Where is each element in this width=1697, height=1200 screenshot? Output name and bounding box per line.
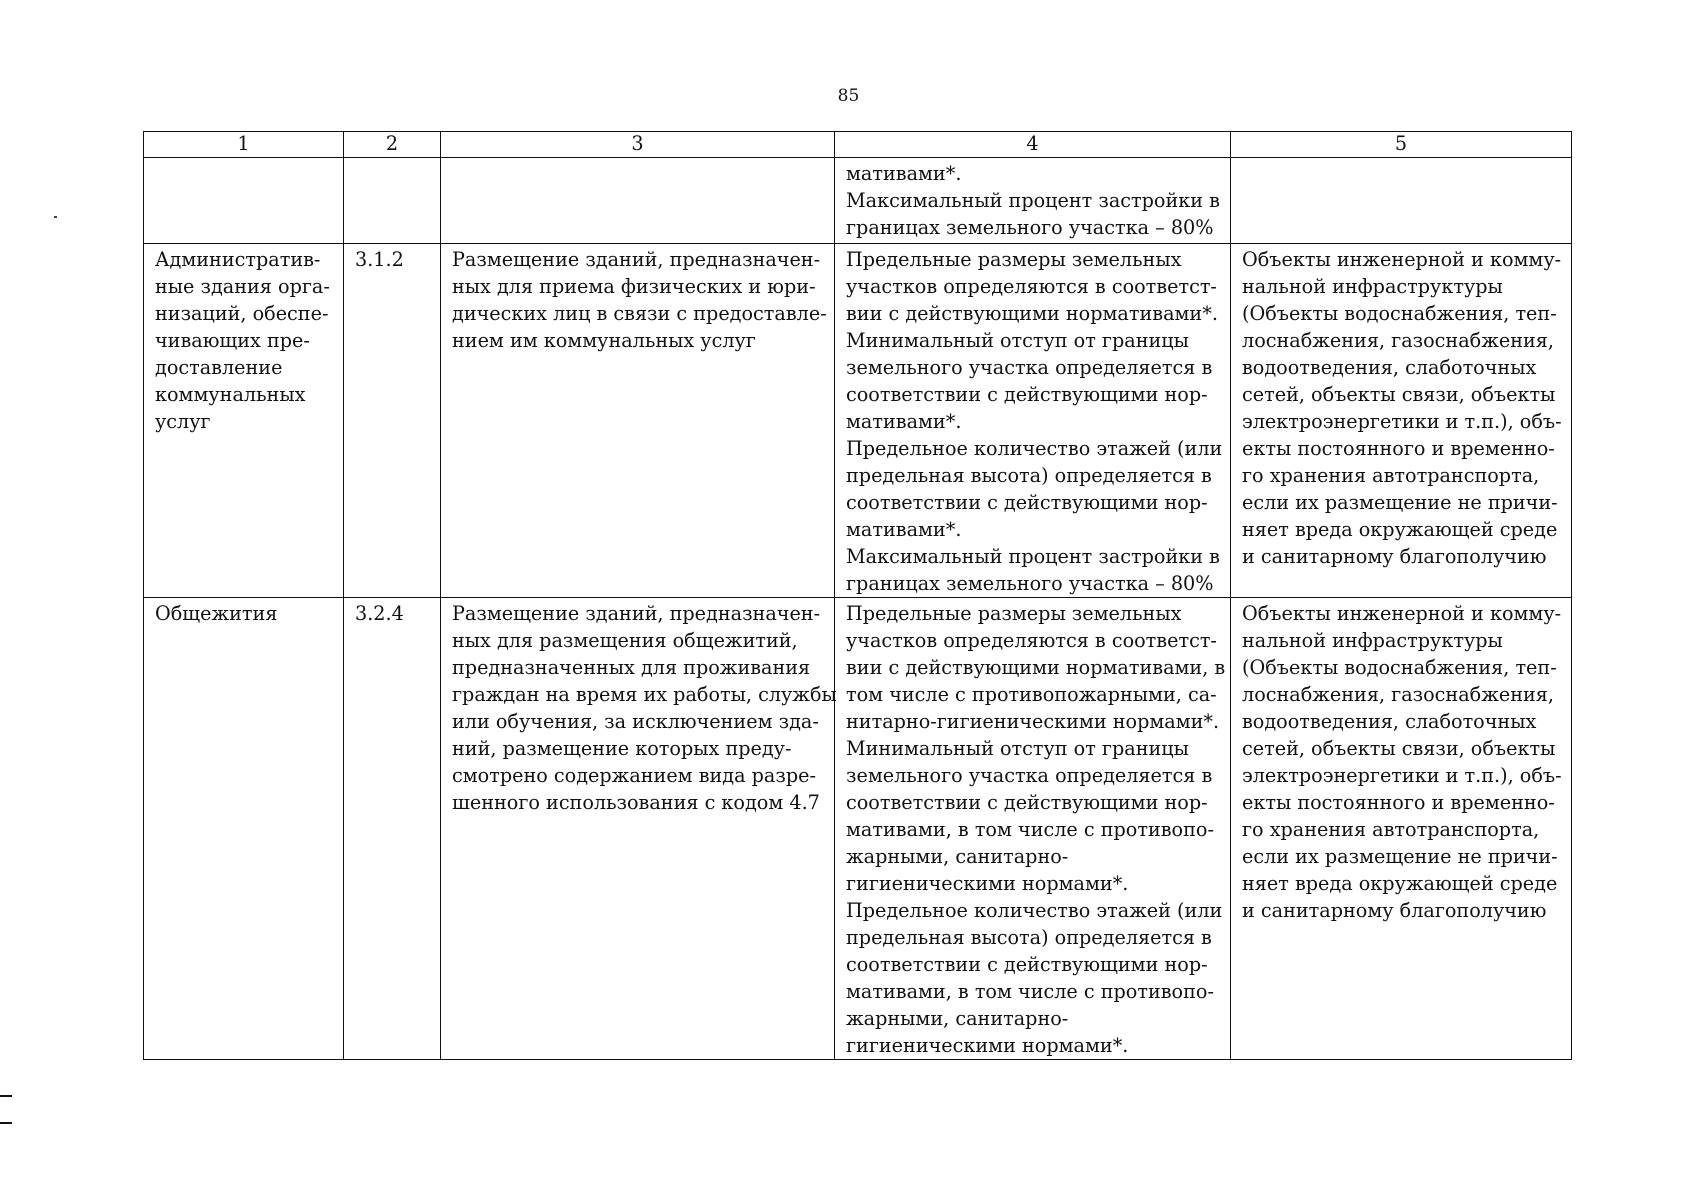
cell-text-line: предельная высота) определяется в	[846, 926, 1212, 949]
cell-text-line: смотрено содержанием вида разре-	[452, 764, 816, 787]
cell-text-line: нальной инфраструктуры	[1242, 629, 1503, 652]
cell-code	[344, 158, 441, 244]
cell-text-line: вии с действующими нормативами, в	[846, 656, 1226, 679]
cell-text-line: лоснабжения, газоснабжения,	[1242, 329, 1554, 352]
cell-text-line: го хранения автотранспорта,	[1242, 818, 1540, 841]
cell-parameters	[835, 158, 1231, 244]
cell-text-line: мативами, в том числе с противопо-	[846, 818, 1214, 841]
cell-text-line: (Объекты водоснабжения, теп-	[1242, 656, 1557, 679]
cell-text-line: жарными, санитарно-	[846, 845, 1069, 868]
header-cell-5: 5	[1231, 132, 1572, 158]
cell-auxiliary-uses	[1231, 598, 1572, 1060]
cell-text-line: электроэнергетики и т.п.), объ-	[1242, 764, 1562, 787]
cell-text-line: Объекты инженерной и комму-	[1242, 602, 1562, 625]
cell-text-line: предназначенных для проживания	[452, 656, 811, 679]
cell-text-line: Максимальный процент застройки в	[846, 545, 1220, 568]
header-cell-2: 2	[344, 132, 441, 158]
cell-text-line: ний, размещение которых преду-	[452, 737, 792, 760]
cell-text-line: екты постоянного и временно-	[1242, 437, 1555, 460]
cell-text-line: Максимальный процент застройки в	[846, 189, 1220, 212]
cell-text-line: если их размещение не причи-	[1242, 845, 1558, 868]
cell-parameters	[835, 244, 1231, 598]
scan-speck	[54, 216, 57, 218]
cell-text-line: водоотведения, слаботочных	[1242, 356, 1537, 379]
cell-text-line: доставление	[155, 356, 283, 379]
cell-code: 3.1.2	[344, 244, 441, 598]
cell-text-line: земельного участка определяется в	[846, 356, 1213, 379]
margin-mark-top	[0, 1095, 12, 1097]
cell-text-line: участков определяются в соответст-	[846, 629, 1217, 652]
cell-description	[441, 598, 835, 1060]
cell-text-line: жарными, санитарно-	[846, 1007, 1069, 1030]
cell-text-line: границах земельного участка – 80%	[846, 572, 1214, 595]
cell-text-line: соответствии с действующими нор-	[846, 383, 1208, 406]
cell-text-line: электроэнергетики и т.п.), объ-	[1242, 410, 1562, 433]
table-row	[144, 158, 1572, 244]
cell-text-line: предельная высота) определяется в	[846, 464, 1212, 487]
cell-text-line: чивающих пре-	[155, 329, 310, 352]
cell-description	[441, 244, 835, 598]
cell-text-line: нальной инфраструктуры	[1242, 275, 1503, 298]
cell-text-line: Минимальный отступ от границы	[846, 737, 1189, 760]
cell-text-line: го хранения автотранспорта,	[1242, 464, 1540, 487]
cell-text-line: Размещение зданий, предназначен-	[452, 602, 821, 625]
cell-text-line: (Объекты водоснабжения, теп-	[1242, 302, 1557, 325]
cell-parameters	[835, 598, 1231, 1060]
cell-text-line: шенного использования с кодом 4.7	[452, 791, 820, 814]
cell-text-line: мативами*.	[846, 410, 962, 433]
cell-text-line: лоснабжения, газоснабжения,	[1242, 683, 1554, 706]
header-cell-3: 3	[441, 132, 835, 158]
table-row	[144, 244, 1572, 598]
cell-text-line: мативами, в том числе с противопо-	[846, 980, 1214, 1003]
header-cell-1: 1	[144, 132, 344, 158]
cell-text-line: земельного участка определяется в	[846, 764, 1213, 787]
page-number: 85	[837, 86, 860, 106]
cell-text-line: екты постоянного и временно-	[1242, 791, 1555, 814]
cell-text-line: границах земельного участка – 80%	[846, 216, 1214, 239]
cell-text-line: Общежития	[155, 602, 278, 625]
cell-text-line: и санитарному благополучию	[1242, 899, 1547, 922]
cell-code: 3.2.4	[344, 598, 441, 1060]
cell-text-line: Объекты инженерной и комму-	[1242, 248, 1562, 271]
cell-text-line: мативами*.	[846, 518, 962, 541]
header-row	[144, 132, 1572, 158]
cell-text-line: Административ-	[155, 248, 321, 271]
cell-text-line: том числе с противопожарными, са-	[846, 683, 1217, 706]
cell-text-line: Минимальный отступ от границы	[846, 329, 1189, 352]
cell-text-line: нием им коммунальных услуг	[452, 329, 756, 352]
cell-text-line: и санитарному благополучию	[1242, 545, 1547, 568]
cell-text-line: или обучения, за исключением зда-	[452, 710, 819, 733]
zoning-regulations-table	[143, 131, 1572, 1060]
cell-text-line: соответствии с действующими нор-	[846, 953, 1208, 976]
cell-text-line: ные здания орга-	[155, 275, 330, 298]
cell-text-line: Предельное количество этажей (или	[846, 437, 1223, 460]
cell-text-line: соответствии с действующими нор-	[846, 491, 1208, 514]
cell-text-line: ных для размещения общежитий,	[452, 629, 798, 652]
cell-text-line: Предельные размеры земельных	[846, 248, 1182, 271]
cell-text-line: если их размещение не причи-	[1242, 491, 1558, 514]
cell-text-line: сетей, объекты связи, объекты	[1242, 737, 1556, 760]
cell-text-line: нитарно-гигиеническими нормами*.	[846, 710, 1220, 733]
cell-text-line: сетей, объекты связи, объекты	[1242, 383, 1556, 406]
cell-text-line: гигиеническими нормами*.	[846, 872, 1129, 895]
cell-text-line: услуг	[155, 410, 211, 433]
cell-use-type	[144, 158, 344, 244]
cell-use-type	[144, 598, 344, 1060]
cell-text-line: дических лиц в связи с предоставле-	[452, 302, 827, 325]
cell-use-type	[144, 244, 344, 598]
cell-text-line: Предельные размеры земельных	[846, 602, 1182, 625]
margin-mark-bottom	[0, 1122, 12, 1124]
cell-text-line: соответствии с действующими нор-	[846, 791, 1208, 814]
cell-text-line: Размещение зданий, предназначен-	[452, 248, 821, 271]
header-cell-4: 4	[835, 132, 1231, 158]
cell-text-line: коммунальных	[155, 383, 306, 406]
cell-text-line: ных для приема физических и юри-	[452, 275, 816, 298]
cell-text-line: мативами*.	[846, 162, 962, 185]
cell-text-line: участков определяются в соответст-	[846, 275, 1217, 298]
cell-text-line: низаций, обеспе-	[155, 302, 329, 325]
cell-text-line: Предельное количество этажей (или	[846, 899, 1223, 922]
table-row	[144, 598, 1572, 1060]
cell-description	[441, 158, 835, 244]
cell-text-line: вии с действующими нормативами*.	[846, 302, 1218, 325]
cell-text-line: няет вреда окружающей среде	[1242, 518, 1558, 541]
cell-text-line: гигиеническими нормами*.	[846, 1034, 1129, 1057]
cell-auxiliary-uses	[1231, 244, 1572, 598]
cell-text-line: няет вреда окружающей среде	[1242, 872, 1558, 895]
cell-text-line: граждан на время их работы, службы	[452, 683, 837, 706]
cell-text-line: водоотведения, слаботочных	[1242, 710, 1537, 733]
cell-auxiliary-uses	[1231, 158, 1572, 244]
